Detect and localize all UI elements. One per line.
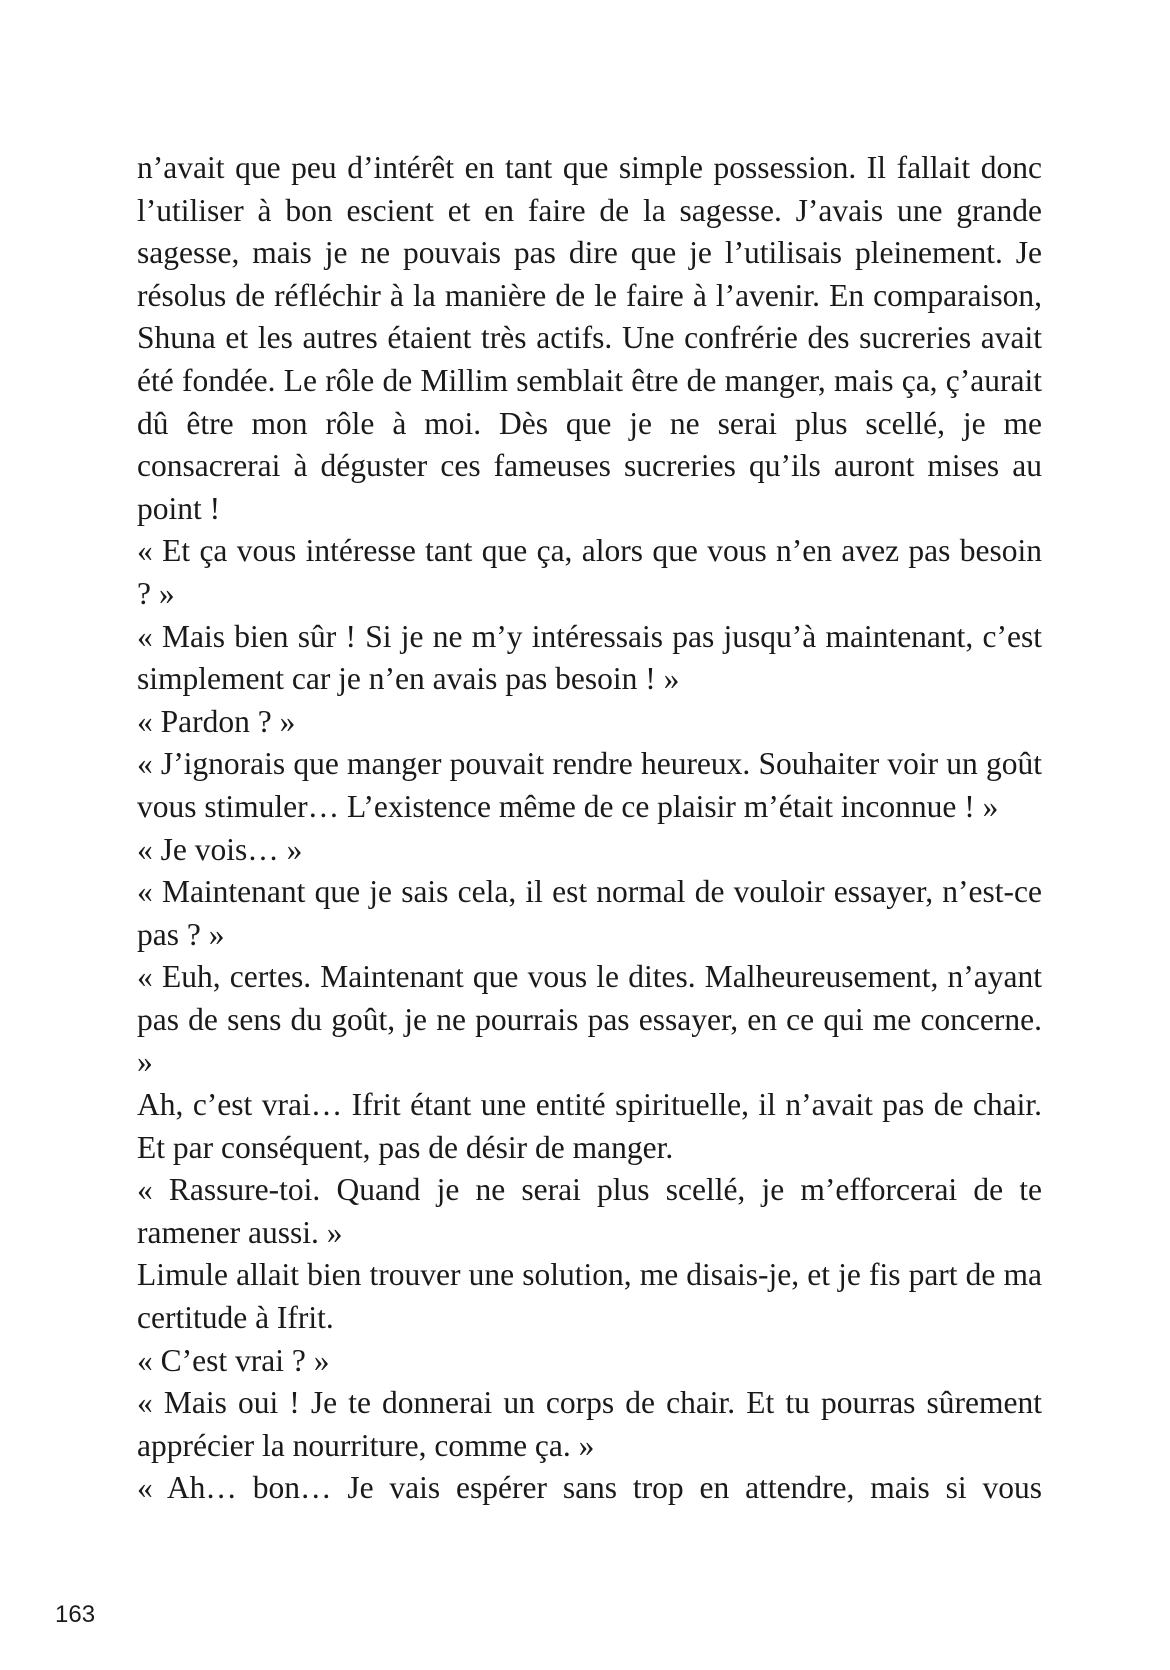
paragraph: « Pardon ? » [137, 703, 296, 739]
paragraph: « Je vois… » [137, 831, 303, 867]
paragraph: « Mais oui ! Je te donnerai un corps de chair. Et tu pourras sûrement apprécier la nourriture, comme ça. » [137, 1385, 1042, 1463]
paragraph: « Maintenant que je sais cela, il est normal de vouloir essayer, n’est-ce pas ? » [137, 874, 1042, 952]
paragraph: « Rassure-toi. Quand je ne serai plus scellé, je m’efforcerai de te ramener aussi. » [137, 1172, 1042, 1250]
paragraph: « C’est vrai ? » [137, 1342, 330, 1378]
paragraph: Ah, c’est vrai… Ifrit étant une entité spirituelle, il n’avait pas de chair. Et par conséquent, pas de désir de manger. [137, 1087, 1042, 1165]
paragraph: « Euh, certes. Maintenant que vous le dites. Malheureusement, n’ayant pas de sens du goût, je ne pourrais pas essayer, en ce qui me concerne. » [137, 959, 1042, 1080]
body-text [137, 147, 1042, 1510]
page-number: 163 [55, 1601, 96, 1628]
paragraph: « Mais bien sûr ! Si je ne m’y intéressais pas jusqu’à maintenant, c’est simplement car je n’en avais pas besoin ! » [137, 618, 1042, 697]
paragraph: « Ah… bon… Je vais espérer sans trop en attendre, mais si vous [137, 1470, 1042, 1506]
paragraph: n’avait que peu d’intérêt en tant que simple possession. Il fallait donc l’utiliser à bon escient et en faire de la sagesse. J’avais une grande sagesse, mais je ne pouvais pas dire que je l’utilisais pleinement. Je résolus de réfléchir à la manière de le faire à l’avenir. En comparaison, Shuna et les autres étaient très actifs. Une confrérie des sucreries avait été fondée. Le rôle de Millim semblait être de manger, mais ça, ç’aurait dû être mon rôle à moi. Dès que je ne serai plus scellé, je me consacrerai à déguster ces fameuses sucreries qu’ils auront mises au point ! [137, 150, 1042, 526]
paragraph: Limule allait bien trouver une solution, me disais-je, et je fis part de ma certitude à Ifrit. [137, 1257, 1042, 1336]
paragraph: « Et ça vous intéresse tant que ça, alors que vous n’en avez pas besoin ? » [137, 533, 1042, 611]
paragraph: « J’ignorais que manger pouvait rendre heureux. Souhaiter voir un goût vous stimuler… L’existence même de ce plaisir m’était inconnue ! » [137, 746, 1042, 824]
